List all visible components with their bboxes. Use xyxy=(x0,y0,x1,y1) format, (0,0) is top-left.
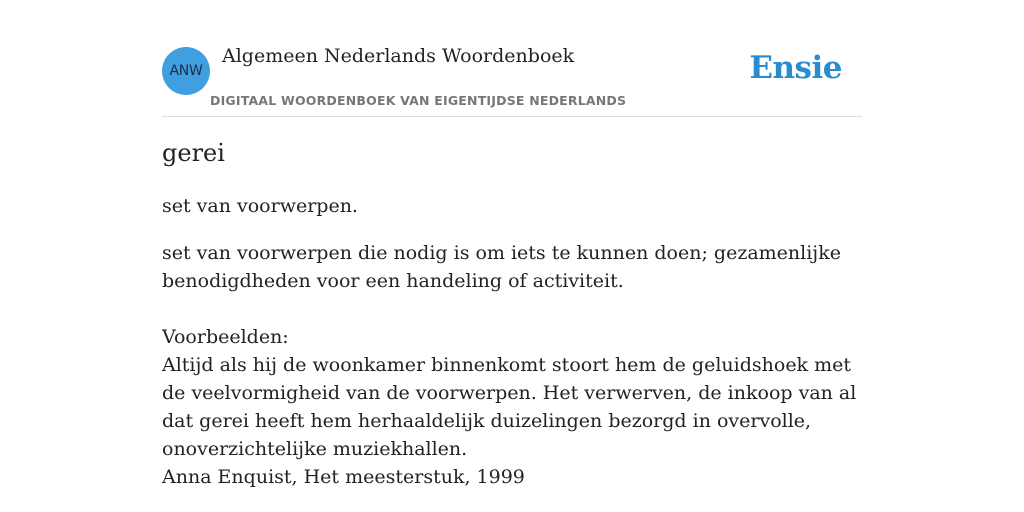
dictionary-title[interactable]: Algemeen Nederlands Woordenboek xyxy=(222,45,575,67)
long-definition: set van voorwerpen die nodig is om iets te kunnen doen; gezamenlijke benodigdheden voor een handeling of activiteit. xyxy=(162,242,841,292)
dictionary-card xyxy=(162,0,862,512)
header xyxy=(162,0,862,117)
example-text: Altijd als hij de woonkamer binnenkomt stoort hem de geluidshoek met de veelvormigheid van de voorwerpen. Het verwerven, de inkoop van al dat gerei heeft hem herhaaldelijk duizelingen bezorgd in overvolle, onoverzichtelijke muziekhallen. xyxy=(162,354,857,460)
examples-label: Voorbeelden: xyxy=(162,326,289,348)
ensie-brand-link[interactable]: Ensie xyxy=(749,50,842,86)
example-source: Anna Enquist, Het meesterstuk, 1999 xyxy=(162,466,525,488)
dictionary-subtitle: DIGITAAL WOORDENBOEK VAN EIGENTIJDSE NEDERLANDS xyxy=(210,93,627,108)
headword: gerei xyxy=(162,139,225,167)
anw-logo[interactable] xyxy=(162,47,210,95)
logo-text: ANW xyxy=(169,63,203,79)
short-definition: set van voorwerpen. xyxy=(162,195,358,217)
